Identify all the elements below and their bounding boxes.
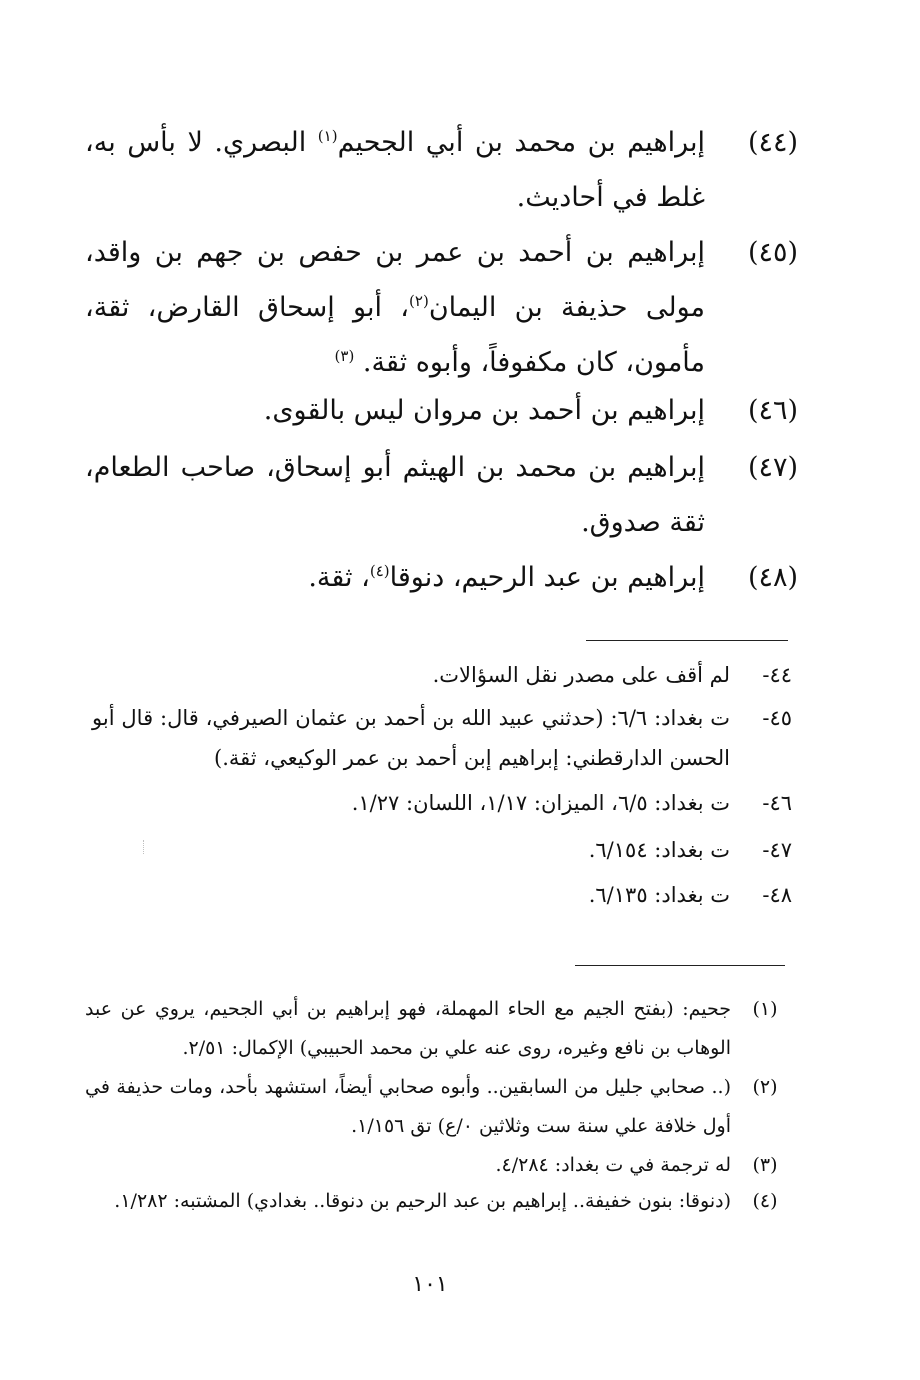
footnote-number: (٤)	[752, 1190, 778, 1212]
footnote-2	[85, 1068, 785, 1148]
footnote-text: (.. صحابي جليل من السابقين.. وأبوه صحابي أيضاً، استشهد بأحد، ومات حذيفة في أول خلافة علي سنة ست وثلاثين ٠/ع) تق ١/١٥٦.	[85, 1076, 731, 1137]
entry-48	[85, 550, 805, 605]
source-text: لم أقف على مصدر نقل السؤالات.	[432, 663, 730, 687]
entry-44	[85, 115, 805, 225]
source-text: ت بغداد: ٦/١٣٥.	[588, 883, 730, 907]
entry-text: إبراهيم بن أحمد بن عمر بن حفص بن جهم بن واقد، مولى حذيفة بن اليمان$^{(٢)}$، أبو إسحاق القارض، ثقة، مأمون، كان مكفوفاً، وأبوه ثقة. $^{(٣)}$	[85, 237, 706, 378]
footnote-ref: (٤)	[369, 562, 390, 580]
source-46	[92, 783, 792, 823]
entry-text: إبراهيم بن محمد بن الهيثم أبو إسحاق، صاحب الطعام، ثقة صدوق.	[85, 452, 705, 538]
source-48	[92, 875, 792, 915]
source-number: ٤٤-	[762, 663, 792, 687]
footnote-text: (دنوقا: بنون خفيفة.. إبراهيم بن عبد الرحيم بن دنوقا.. بغدادي) المشتبه: ١/٢٨٢.	[114, 1190, 731, 1212]
entry-47	[85, 440, 805, 550]
footnote-rule	[575, 965, 785, 966]
footnote-3	[85, 1146, 785, 1186]
scan-speck	[143, 840, 150, 854]
source-text: ت بغداد: ٦/١٥٤.	[588, 838, 730, 862]
entry-text: إبراهيم بن عبد الرحيم، دنوقا$^{(٤)}$، ثقة.	[308, 562, 705, 593]
footnote-ref: (٣)	[334, 347, 355, 365]
source-45	[92, 698, 792, 778]
footnote-1	[85, 990, 785, 1070]
entry-number: (٤٤)	[747, 127, 799, 158]
source-number: ٤٦-	[762, 791, 792, 815]
entry-number: (٤٥)	[747, 237, 799, 268]
footnote-ref: (٢)	[409, 292, 429, 310]
page-number: ١٠١	[412, 1272, 448, 1297]
entry-45	[85, 225, 805, 390]
source-text: ت بغداد: ٦/٥، الميزان: ١/١٧، اللسان: ١/٢٧.	[351, 791, 730, 815]
separator-rule	[586, 640, 788, 641]
source-number: ٤٧-	[762, 838, 792, 862]
entry-text: إبراهيم بن محمد بن أبي الجحيم$^{(١)}$ البصري. لا بأس به، غلط في أحاديث.	[85, 127, 705, 213]
source-44	[92, 655, 792, 695]
entry-text: إبراهيم بن أحمد بن مروان ليس بالقوى.	[263, 395, 705, 426]
source-47	[92, 830, 792, 870]
footnote-ref: (١)	[317, 127, 338, 145]
footnote-4	[85, 1182, 785, 1262]
source-number: ٤٥-	[762, 706, 792, 730]
entry-number: (٤٦)	[747, 395, 799, 426]
footnote-text: له ترجمة في ت بغداد: ٤/٢٨٤.	[495, 1154, 731, 1176]
source-text: ت بغداد: ٦/٦: (حدثني عبيد الله بن أحمد بن عثمان الصيرفي، قال: قال أبو الحسن الدارقطني: إبراهيم إبن أحمد بن عمر الوكيعي، ثقة.)	[92, 706, 730, 770]
footnote-number: (٣)	[752, 1154, 778, 1176]
footnote-text: جحيم: (بفتح الجيم مع الحاء المهملة، فهو إبراهيم بن أبي الجحيم، يروي عن عبد الوهاب بن نافع وغيره، روى عنه علي بن محمد الحبيبي) الإكمال: ٢/٥١.	[85, 998, 731, 1059]
entry-number: (٤٧)	[747, 452, 799, 483]
source-number: ٤٨-	[762, 883, 792, 907]
footnote-number: (١)	[752, 998, 778, 1020]
entry-number: (٤٨)	[747, 562, 799, 593]
entry-46	[85, 383, 805, 438]
footnote-number: (٢)	[752, 1076, 778, 1098]
